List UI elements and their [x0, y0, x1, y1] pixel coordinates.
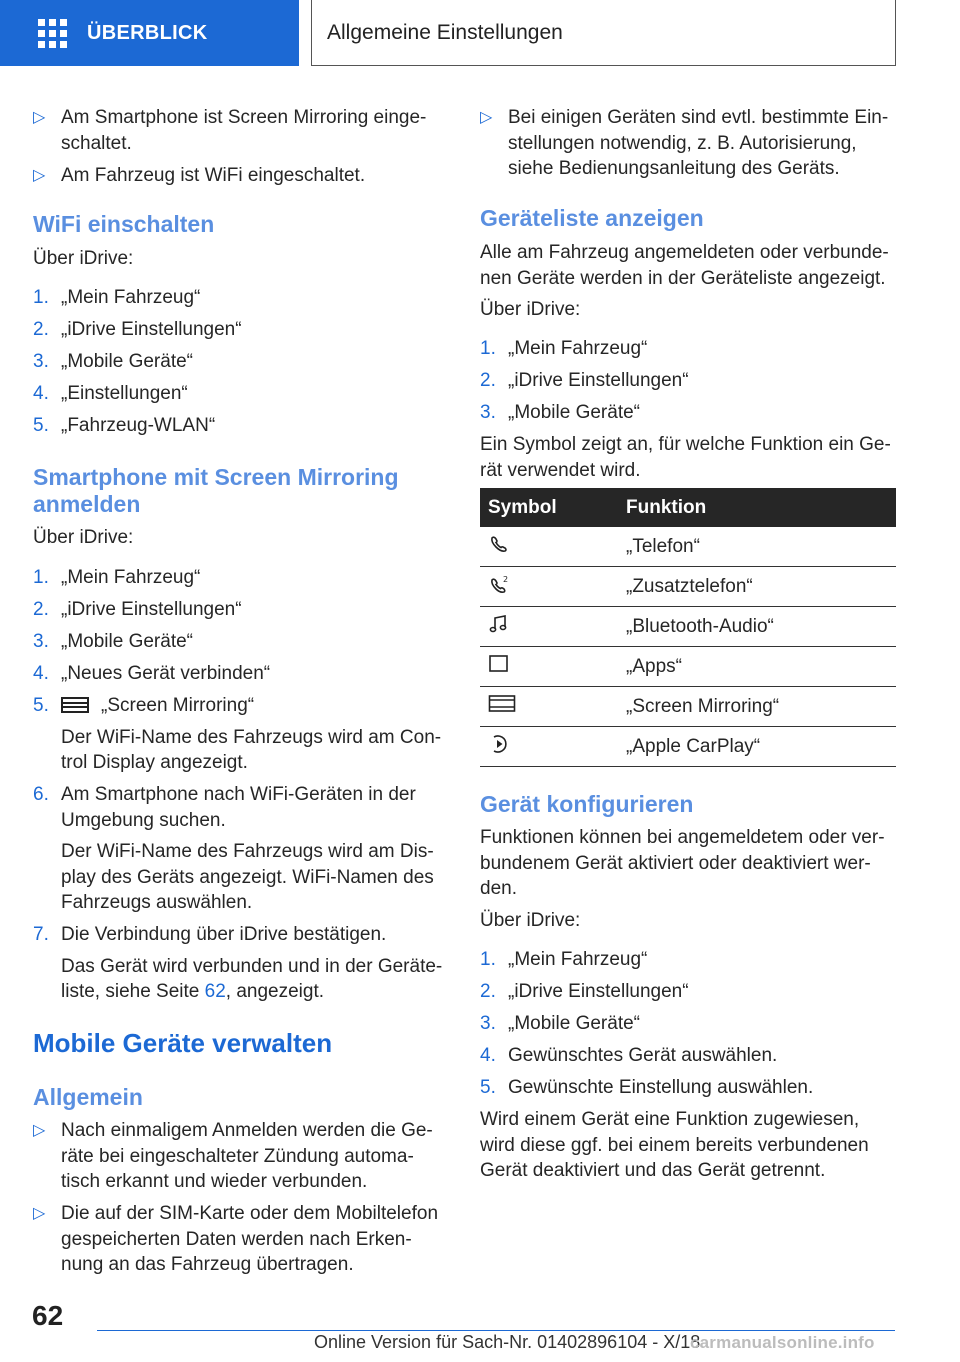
list-item: 5. Gewünschte Einstellung auswählen.: [480, 1077, 814, 1098]
table-header: [480, 488, 896, 527]
step-note: Der WiFi-Name des Fahrzeugs wird am Dis- play des Geräts angezeigt. WiFi-Namen des Fahrzeugs auswählen.: [61, 841, 434, 913]
bullet-text: Nach einmaligem Anmelden werden die Ge- räte bei eingeschalteter Zündung automa- tisch erkannt und wieder verbunden.: [61, 1120, 433, 1192]
step-text[interactable]: „Mobile Geräte“: [508, 402, 640, 423]
step-text[interactable]: „Mobile Geräte“: [61, 351, 193, 372]
list-item: 2. „iDrive Einstellungen“: [33, 319, 242, 340]
config-intro: Über iDrive:: [480, 910, 581, 931]
bullet-item: [33, 105, 445, 156]
step-text[interactable]: „Mobile Geräte“: [61, 631, 193, 652]
footer-rule: [97, 1330, 895, 1331]
list-item: 3. „Mobile Geräte“: [480, 1013, 640, 1034]
list-item: 3. „Mobile Geräte“: [480, 402, 640, 423]
overview-label: ÜBERBLICK: [87, 21, 208, 44]
step-text[interactable]: „Einstellungen“: [61, 383, 188, 404]
config-outro: Wird einem Gerät eine Funktion zugewiesen, wird diese ggf. bei einem bereits verbundenen Gerät deaktiviert und das Gerät getrennt.: [480, 1109, 869, 1181]
bullet-text: Am Smartphone ist Screen Mirroring einge- schaltet.: [61, 107, 427, 154]
step-text[interactable]: „Mein Fahrzeug“: [508, 338, 648, 359]
screen-mirroring-icon: [488, 694, 516, 714]
table-cell-function: „Telefon“: [626, 535, 700, 557]
step-text: Die Verbindung über iDrive bestätigen.: [61, 924, 387, 945]
heading-general: Allgemein: [33, 1084, 143, 1110]
svg-text:2: 2: [503, 574, 509, 584]
table-cell-function: „Bluetooth-Audio“: [626, 615, 774, 637]
list-item: 1. „Mein Fahrzeug“: [33, 567, 201, 588]
triangle-bullet-icon: ▷: [33, 109, 46, 126]
step-note: Der WiFi-Name des Fahrzeugs wird am Con- trol Display angezeigt.: [61, 726, 442, 773]
step-text[interactable]: „Fahrzeug-WLAN“: [61, 415, 216, 436]
step-text[interactable]: „Mein Fahrzeug“: [61, 567, 201, 588]
step-text[interactable]: „Mobile Geräte“: [508, 1013, 640, 1034]
bullet-item: [33, 1201, 445, 1278]
table-cell-function: „Screen Mirroring“: [626, 695, 780, 717]
watermark: carmanualsonline.info: [690, 1333, 875, 1352]
list-item: 2. „iDrive Einstellungen“: [480, 981, 689, 1002]
bullet-item: [480, 105, 896, 182]
table-cell-function: „Apps“: [626, 655, 682, 677]
heading-smartphone: Smartphone mit Screen Mirroring anmelden: [33, 464, 399, 517]
list-item: 3. „Mobile Geräte“: [33, 351, 193, 372]
apps-icon: [488, 654, 510, 674]
step-text: Gewünschte Einstellung auswählen.: [508, 1077, 814, 1098]
step-text[interactable]: „Screen Mirroring“: [101, 695, 255, 716]
triangle-bullet-icon: ▷: [33, 1122, 46, 1139]
left-column: [33, 0, 445, 1290]
step-text: Gewünschtes Gerät auswählen.: [508, 1045, 778, 1066]
bullet-item: [33, 1118, 445, 1195]
table-row: [480, 727, 896, 767]
heading-device-list: Geräteliste anzeigen: [480, 205, 704, 231]
list-item: 5. „Screen Mirroring“ Der WiFi-Name des Fahrzeugs wird am Con- trol Display angezeigt.: [33, 693, 445, 776]
step-text[interactable]: „iDrive Einstellungen“: [508, 981, 689, 1002]
table-header-function: Funktion: [626, 496, 707, 518]
list-item: 1. „Mein Fahrzeug“: [480, 949, 648, 970]
table-row: [480, 527, 896, 567]
triangle-bullet-icon: ▷: [33, 167, 46, 184]
device-list-text: Alle am Fahrzeug angemeldeten oder verbunde- nen Geräte werden in der Geräteliste angezeigt.: [480, 242, 889, 289]
heading-wifi: WiFi einschalten: [33, 211, 215, 237]
smart-intro: Über iDrive:: [33, 527, 134, 548]
bullet-item: [33, 163, 445, 189]
list-item: 4. „Neues Gerät verbinden“: [33, 663, 271, 684]
table-header-symbol: Symbol: [488, 496, 557, 518]
list-item: 5. „Fahrzeug-WLAN“: [33, 415, 216, 436]
triangle-bullet-icon: ▷: [480, 109, 493, 126]
secondary-phone-icon: [488, 574, 510, 594]
config-text: Funktionen können bei angemeldetem oder ver- bundenem Gerät aktiviert oder deaktiviert wer- den.: [480, 827, 885, 899]
wifi-intro: Über iDrive:: [33, 248, 134, 269]
symbol-text: Ein Symbol zeigt an, für welche Funktion ein Ge- rät verwendet wird.: [480, 434, 891, 481]
step-text[interactable]: „Neues Gerät verbinden“: [61, 663, 271, 684]
bullet-text: Die auf der SIM-Karte oder dem Mobiltelefon gespeicherten Daten werden nach Erken- nung an das Fahrzeug übertragen.: [61, 1203, 439, 1275]
step-text: Am Smartphone nach WiFi-Geräten in der Umgebung suchen.: [61, 784, 416, 831]
triangle-bullet-icon: ▷: [33, 1205, 46, 1222]
music-note-icon: [488, 614, 510, 634]
step-note: Das Gerät wird verbunden und in der Geräte- liste, siehe Seite 62, angezeigt.: [61, 955, 443, 1002]
list-item: 1. „Mein Fahrzeug“: [33, 287, 201, 308]
table-row: [480, 647, 896, 687]
list-item: 4. „Einstellungen“: [33, 383, 188, 404]
phone-icon: [488, 534, 510, 554]
symbol-table: [480, 488, 896, 767]
table-row: [480, 687, 896, 727]
page-number: 62: [32, 1300, 64, 1331]
table-cell-function: „Apple CarPlay“: [626, 735, 761, 757]
table-row: [480, 607, 896, 647]
screen-mirroring-icon: [61, 697, 89, 713]
list-item: 4. Gewünschtes Gerät auswählen.: [480, 1045, 778, 1066]
list-item: 3. „Mobile Geräte“: [33, 631, 193, 652]
step-text[interactable]: „iDrive Einstellungen“: [61, 319, 242, 340]
table-cell-function: „Zusatztelefon“: [626, 575, 753, 597]
bullet-text: Bei einigen Geräten sind evtl. bestimmte Ein- stellungen notwendig, z. B. Autorisierung, siehe Bedienungsanleitung des Geräts.: [508, 107, 889, 179]
page-reference-link[interactable]: 62: [204, 981, 226, 1002]
bullet-text: Am Fahrzeug ist WiFi eingeschaltet.: [61, 165, 366, 186]
step-text[interactable]: „Mein Fahrzeug“: [508, 949, 648, 970]
section-title: Allgemeine Einstellungen: [311, 0, 896, 66]
carplay-icon: [488, 734, 510, 754]
list-item: 7. Die Verbindung über iDrive bestätigen. Das Gerät wird verbunden und in der Geräte- liste, siehe Seite 62, angezeigt.: [33, 922, 445, 1005]
step-text[interactable]: „iDrive Einstellungen“: [508, 370, 689, 391]
list-item: 2. „iDrive Einstellungen“: [480, 370, 689, 391]
list-item: 2. „iDrive Einstellungen“: [33, 599, 242, 620]
device-list-intro: Über iDrive:: [480, 299, 581, 320]
list-item: 6. Am Smartphone nach WiFi-Geräten in der Umgebung suchen. Der WiFi-Name des Fahrzeugs wird am Dis- play des Geräts angezeigt. WiFi-Namen des Fahrzeugs auswählen.: [33, 782, 445, 916]
table-row: [480, 567, 896, 607]
heading-configure-device: Gerät konfigurieren: [480, 791, 694, 817]
step-text[interactable]: „iDrive Einstellungen“: [61, 599, 242, 620]
list-item: 1. „Mein Fahrzeug“: [480, 338, 648, 359]
heading-manage-devices: Mobile Geräte verwalten: [33, 1028, 333, 1058]
footer-line: Online Version für Sach-Nr. 01402896104 - X/18: [314, 1332, 701, 1352]
step-text[interactable]: „Mein Fahrzeug“: [61, 287, 201, 308]
